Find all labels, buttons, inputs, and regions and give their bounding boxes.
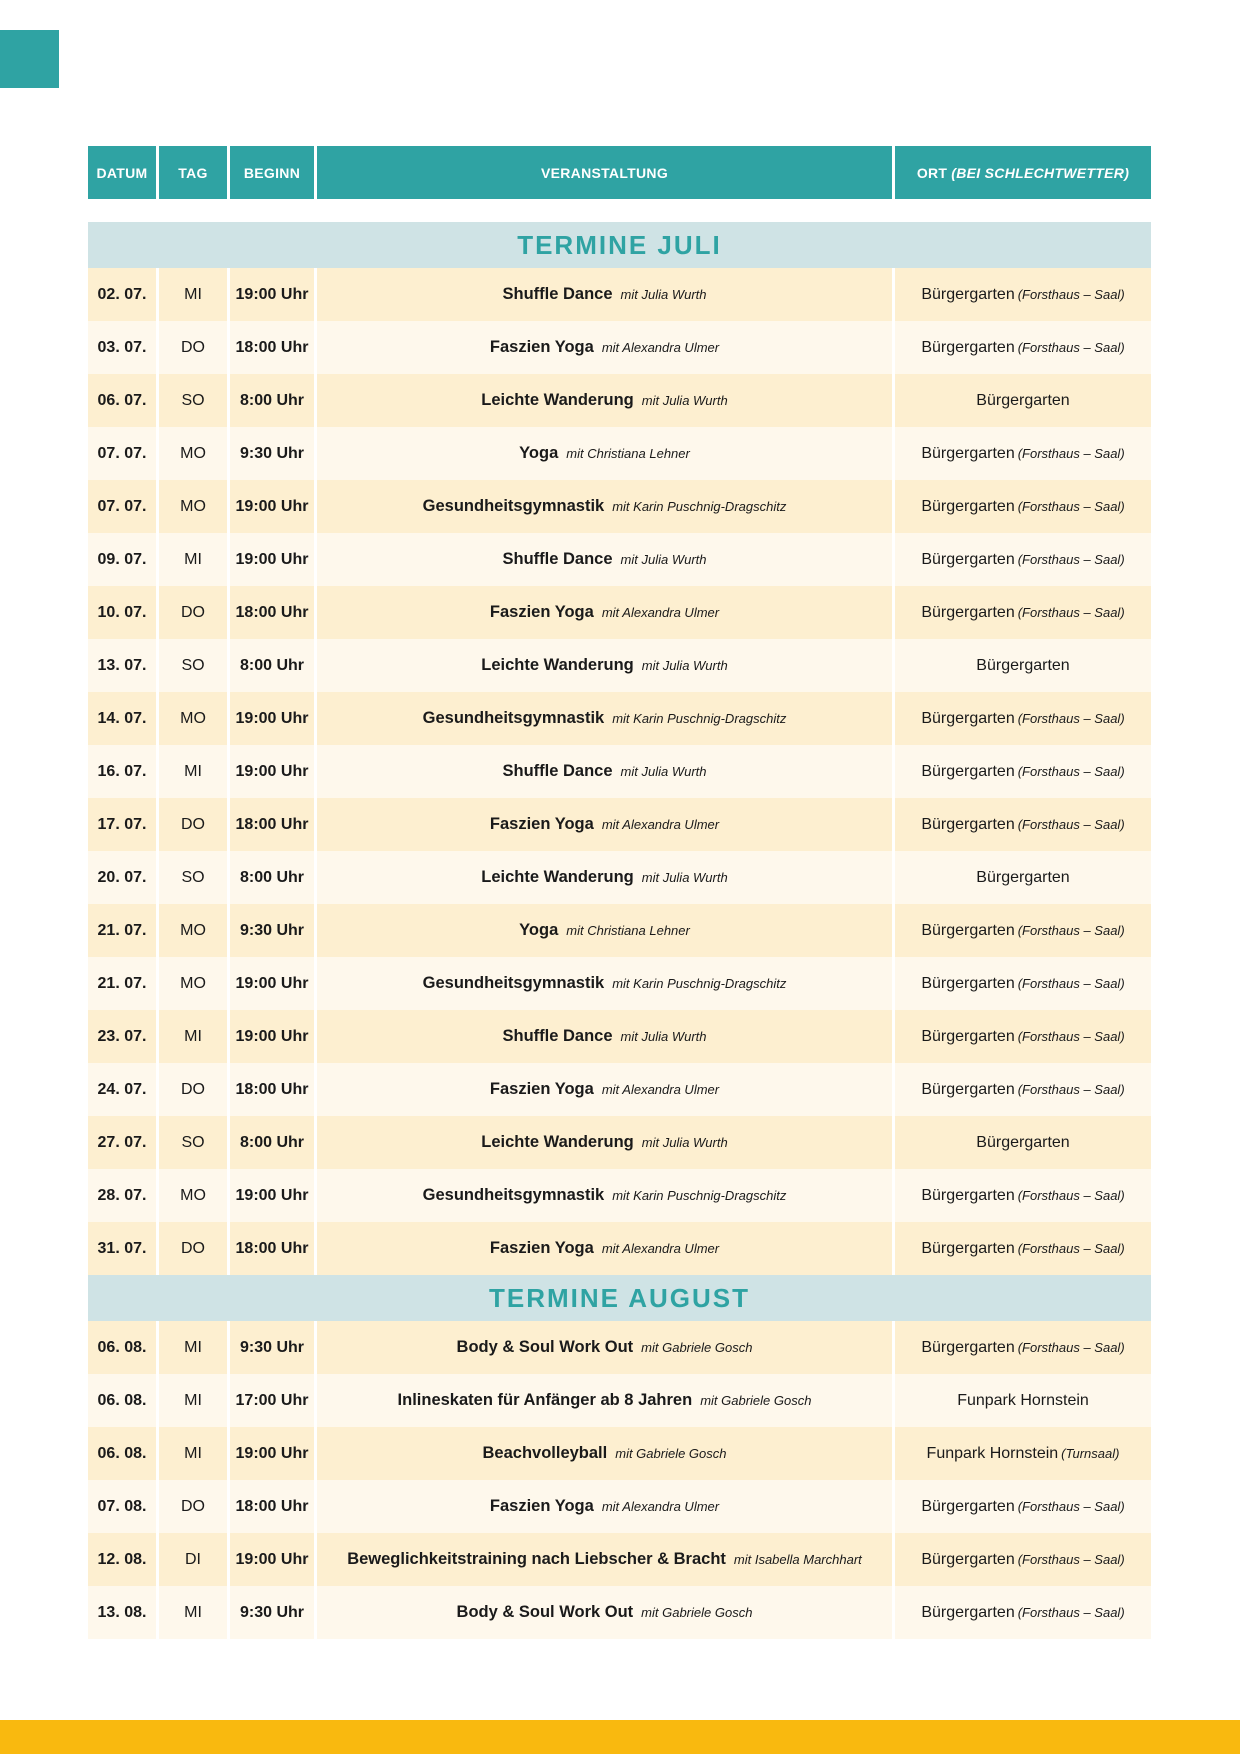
event-title: Gesundheitsgymnastik — [422, 974, 605, 992]
cell-location — [895, 692, 1151, 745]
event-instructor: mit Christiana Lehner — [566, 446, 690, 461]
cell-location — [895, 533, 1151, 586]
event-title: Faszien Yoga — [489, 1239, 594, 1257]
event-instructor: mit Karin Puschnig-Dragschitz — [612, 711, 787, 726]
table-row — [88, 692, 1151, 745]
location-note: (Forsthaus – Saal) — [1017, 976, 1125, 991]
location-name: Bürgergarten — [921, 497, 1015, 515]
cell-day: DO — [159, 586, 230, 639]
cell-day: DO — [159, 321, 230, 374]
header-veranstaltung: VERANSTALTUNG — [317, 146, 895, 199]
cell-date: 06. 08. — [88, 1321, 159, 1374]
table-row — [88, 1063, 1151, 1116]
location-name: Bürgergarten — [976, 391, 1070, 409]
table-row — [88, 957, 1151, 1010]
header-tag: TAG — [159, 146, 230, 199]
cell-event — [317, 586, 895, 639]
cell-event — [317, 1586, 895, 1639]
event-instructor: mit Julia Wurth — [620, 287, 707, 302]
cell-time: 18:00 Uhr — [230, 586, 317, 639]
event-title: Leichte Wanderung — [481, 656, 634, 674]
cell-location — [895, 1427, 1151, 1480]
cell-event — [317, 533, 895, 586]
table-row — [88, 745, 1151, 798]
event-instructor: mit Julia Wurth — [641, 658, 728, 673]
cell-day: DO — [159, 1480, 230, 1533]
location-name: Bürgergarten — [921, 603, 1015, 621]
event-title: Gesundheitsgymnastik — [422, 1186, 605, 1204]
event-instructor: mit Gabriele Gosch — [615, 1446, 727, 1461]
cell-date: 28. 07. — [88, 1169, 159, 1222]
event-instructor: mit Gabriele Gosch — [641, 1605, 753, 1620]
table-row — [88, 798, 1151, 851]
table-row — [88, 1321, 1151, 1374]
table-row — [88, 851, 1151, 904]
cell-time: 19:00 Uhr — [230, 1533, 317, 1586]
cell-day: SO — [159, 374, 230, 427]
cell-location — [895, 1116, 1151, 1169]
cell-location — [895, 1169, 1151, 1222]
cell-time: 19:00 Uhr — [230, 957, 317, 1010]
cell-time: 19:00 Uhr — [230, 268, 317, 321]
event-title: Shuffle Dance — [502, 762, 613, 780]
cell-time: 19:00 Uhr — [230, 745, 317, 798]
location-note: (Forsthaus – Saal) — [1017, 340, 1125, 355]
cell-event — [317, 692, 895, 745]
cell-location — [895, 1480, 1151, 1533]
table-row — [88, 1533, 1151, 1586]
location-note: (Forsthaus – Saal) — [1017, 711, 1125, 726]
bottom-bar — [0, 1720, 1240, 1754]
cell-time: 19:00 Uhr — [230, 533, 317, 586]
cell-day: MO — [159, 957, 230, 1010]
cell-location — [895, 1222, 1151, 1275]
event-title: Shuffle Dance — [502, 285, 613, 303]
cell-date: 07. 07. — [88, 427, 159, 480]
table-row — [88, 1586, 1151, 1639]
cell-time: 9:30 Uhr — [230, 427, 317, 480]
cell-day: MI — [159, 533, 230, 586]
event-instructor: mit Alexandra Ulmer — [601, 1499, 720, 1514]
cell-date: 24. 07. — [88, 1063, 159, 1116]
event-title: Body & Soul Work Out — [456, 1603, 634, 1621]
table-row — [88, 1222, 1151, 1275]
cell-event — [317, 639, 895, 692]
location-name: Bürgergarten — [921, 1080, 1015, 1098]
cell-date: 20. 07. — [88, 851, 159, 904]
cell-date: 23. 07. — [88, 1010, 159, 1063]
table-row — [88, 533, 1151, 586]
event-title: Shuffle Dance — [502, 1027, 613, 1045]
cell-event — [317, 480, 895, 533]
header-ort-note: (BEI SCHLECHTWETTER) — [951, 164, 1130, 181]
location-note: (Forsthaus – Saal) — [1017, 552, 1125, 567]
cell-date: 13. 08. — [88, 1586, 159, 1639]
table-row — [88, 1427, 1151, 1480]
location-name: Funpark Hornstein — [926, 1444, 1059, 1462]
cell-day: DO — [159, 798, 230, 851]
cell-day: SO — [159, 639, 230, 692]
cell-time: 18:00 Uhr — [230, 1222, 317, 1275]
event-instructor: mit Karin Puschnig-Dragschitz — [612, 499, 787, 514]
table-row — [88, 586, 1151, 639]
table-row — [88, 268, 1151, 321]
event-instructor: mit Julia Wurth — [620, 552, 707, 567]
table-row — [88, 427, 1151, 480]
cell-date: 21. 07. — [88, 904, 159, 957]
table-row — [88, 1010, 1151, 1063]
event-instructor: mit Alexandra Ulmer — [601, 817, 720, 832]
sections — [88, 222, 1151, 1639]
section-title: TERMINE AUGUST — [88, 1275, 1151, 1321]
cell-date: 02. 07. — [88, 268, 159, 321]
corner-tab — [0, 30, 59, 88]
event-title: Faszien Yoga — [489, 1497, 594, 1515]
cell-location — [895, 639, 1151, 692]
event-title: Shuffle Dance — [502, 550, 613, 568]
cell-location — [895, 851, 1151, 904]
cell-event — [317, 1427, 895, 1480]
cell-date: 16. 07. — [88, 745, 159, 798]
cell-event — [317, 427, 895, 480]
location-note: (Forsthaus – Saal) — [1017, 499, 1125, 514]
cell-location — [895, 374, 1151, 427]
location-name: Bürgergarten — [921, 285, 1015, 303]
location-name: Bürgergarten — [921, 921, 1015, 939]
cell-date: 07. 08. — [88, 1480, 159, 1533]
cell-day: DI — [159, 1533, 230, 1586]
cell-location — [895, 1063, 1151, 1116]
location-name: Bürgergarten — [921, 550, 1015, 568]
cell-date: 17. 07. — [88, 798, 159, 851]
cell-date: 14. 07. — [88, 692, 159, 745]
cell-day: MI — [159, 745, 230, 798]
cell-date: 12. 08. — [88, 1533, 159, 1586]
cell-event — [317, 957, 895, 1010]
cell-day: MI — [159, 1321, 230, 1374]
event-title: Yoga — [519, 444, 559, 462]
location-name: Bürgergarten — [921, 1027, 1015, 1045]
location-name: Bürgergarten — [921, 1497, 1015, 1515]
location-name: Bürgergarten — [921, 974, 1015, 992]
cell-location — [895, 586, 1151, 639]
event-instructor: mit Julia Wurth — [641, 1135, 728, 1150]
cell-time: 8:00 Uhr — [230, 374, 317, 427]
table-row — [88, 480, 1151, 533]
cell-time: 19:00 Uhr — [230, 692, 317, 745]
cell-day: MO — [159, 904, 230, 957]
cell-date: 10. 07. — [88, 586, 159, 639]
location-name: Bürgergarten — [921, 815, 1015, 833]
event-instructor: mit Alexandra Ulmer — [601, 1241, 720, 1256]
location-name: Bürgergarten — [921, 1338, 1015, 1356]
cell-day: MO — [159, 692, 230, 745]
cell-location — [895, 1321, 1151, 1374]
cell-day: MO — [159, 480, 230, 533]
location-note: (Forsthaus – Saal) — [1017, 923, 1125, 938]
location-note: (Forsthaus – Saal) — [1017, 1029, 1125, 1044]
cell-event — [317, 1321, 895, 1374]
event-title: Leichte Wanderung — [481, 391, 634, 409]
table-header — [88, 146, 1151, 199]
location-note: (Forsthaus – Saal) — [1017, 1082, 1125, 1097]
cell-date: 13. 07. — [88, 639, 159, 692]
cell-event — [317, 745, 895, 798]
cell-event — [317, 374, 895, 427]
location-note: (Turnsaal) — [1061, 1446, 1120, 1461]
location-name: Bürgergarten — [976, 1133, 1070, 1151]
cell-event — [317, 1116, 895, 1169]
table-row — [88, 1116, 1151, 1169]
event-instructor: mit Alexandra Ulmer — [601, 340, 720, 355]
table-row — [88, 321, 1151, 374]
cell-day: MI — [159, 1374, 230, 1427]
event-title: Faszien Yoga — [489, 603, 594, 621]
cell-day: MI — [159, 268, 230, 321]
cell-event — [317, 1480, 895, 1533]
event-instructor: mit Julia Wurth — [641, 393, 728, 408]
event-instructor: mit Julia Wurth — [641, 870, 728, 885]
cell-day: DO — [159, 1063, 230, 1116]
event-instructor: mit Isabella Marchhart — [733, 1552, 862, 1567]
cell-time: 17:00 Uhr — [230, 1374, 317, 1427]
event-instructor: mit Gabriele Gosch — [700, 1393, 812, 1408]
location-name: Bürgergarten — [921, 338, 1015, 356]
table-row — [88, 1374, 1151, 1427]
cell-location — [895, 1010, 1151, 1063]
header-ort-label: ORT — [916, 164, 948, 181]
event-instructor: mit Christiana Lehner — [566, 923, 690, 938]
event-instructor: mit Alexandra Ulmer — [601, 1082, 720, 1097]
cell-location — [895, 427, 1151, 480]
location-name: Bürgergarten — [921, 1603, 1015, 1621]
cell-location — [895, 1374, 1151, 1427]
event-title: Faszien Yoga — [489, 1080, 594, 1098]
cell-event — [317, 1222, 895, 1275]
cell-event — [317, 1533, 895, 1586]
location-name: Bürgergarten — [921, 444, 1015, 462]
header-ort — [895, 146, 1151, 199]
cell-location — [895, 745, 1151, 798]
event-title: Yoga — [519, 921, 559, 939]
cell-day: DO — [159, 1222, 230, 1275]
cell-day: SO — [159, 1116, 230, 1169]
cell-location — [895, 480, 1151, 533]
cell-date: 07. 07. — [88, 480, 159, 533]
cell-day: MO — [159, 1169, 230, 1222]
cell-event — [317, 904, 895, 957]
table-row — [88, 904, 1151, 957]
location-name: Bürgergarten — [921, 1239, 1015, 1257]
event-instructor: mit Julia Wurth — [620, 1029, 707, 1044]
schedule-table — [88, 146, 1151, 1639]
table-row — [88, 639, 1151, 692]
location-note: (Forsthaus – Saal) — [1017, 1188, 1125, 1203]
cell-location — [895, 321, 1151, 374]
location-note: (Forsthaus – Saal) — [1017, 1241, 1125, 1256]
event-title: Faszien Yoga — [489, 815, 594, 833]
cell-event — [317, 268, 895, 321]
event-instructor: mit Karin Puschnig-Dragschitz — [612, 976, 787, 991]
cell-day: MO — [159, 427, 230, 480]
location-note: (Forsthaus – Saal) — [1017, 605, 1125, 620]
location-name: Bürgergarten — [921, 1550, 1015, 1568]
cell-event — [317, 851, 895, 904]
event-title: Gesundheitsgymnastik — [422, 497, 605, 515]
table-row — [88, 1480, 1151, 1533]
cell-time: 18:00 Uhr — [230, 1063, 317, 1116]
cell-date: 06. 08. — [88, 1374, 159, 1427]
cell-time: 9:30 Uhr — [230, 1321, 317, 1374]
cell-time: 9:30 Uhr — [230, 904, 317, 957]
cell-location — [895, 957, 1151, 1010]
cell-day: MI — [159, 1586, 230, 1639]
location-name: Bürgergarten — [921, 762, 1015, 780]
cell-date: 09. 07. — [88, 533, 159, 586]
location-note: (Forsthaus – Saal) — [1017, 1340, 1125, 1355]
location-note: (Forsthaus – Saal) — [1017, 287, 1125, 302]
cell-time: 9:30 Uhr — [230, 1586, 317, 1639]
cell-time: 8:00 Uhr — [230, 639, 317, 692]
cell-time: 8:00 Uhr — [230, 1116, 317, 1169]
event-title: Gesundheitsgymnastik — [422, 709, 605, 727]
cell-date: 03. 07. — [88, 321, 159, 374]
event-instructor: mit Karin Puschnig-Dragschitz — [612, 1188, 787, 1203]
event-title: Beachvolleyball — [482, 1444, 608, 1462]
event-instructor: mit Gabriele Gosch — [641, 1340, 753, 1355]
location-note: (Forsthaus – Saal) — [1017, 446, 1125, 461]
location-note: (Forsthaus – Saal) — [1017, 817, 1125, 832]
cell-event — [317, 1063, 895, 1116]
location-name: Bürgergarten — [976, 868, 1070, 886]
location-name: Bürgergarten — [921, 1186, 1015, 1204]
event-title: Inlineskaten für Anfänger ab 8 Jahren — [397, 1391, 693, 1409]
cell-event — [317, 1010, 895, 1063]
cell-time: 19:00 Uhr — [230, 480, 317, 533]
cell-day: MI — [159, 1427, 230, 1480]
table-row — [88, 1169, 1151, 1222]
cell-day: SO — [159, 851, 230, 904]
event-title: Leichte Wanderung — [481, 868, 634, 886]
header-beginn: BEGINN — [230, 146, 317, 199]
cell-location — [895, 268, 1151, 321]
event-title: Leichte Wanderung — [481, 1133, 634, 1151]
cell-date: 31. 07. — [88, 1222, 159, 1275]
location-note: (Forsthaus – Saal) — [1017, 1552, 1125, 1567]
cell-date: 21. 07. — [88, 957, 159, 1010]
cell-date: 27. 07. — [88, 1116, 159, 1169]
location-note: (Forsthaus – Saal) — [1017, 764, 1125, 779]
event-title: Faszien Yoga — [489, 338, 594, 356]
cell-time: 18:00 Uhr — [230, 321, 317, 374]
event-instructor: mit Julia Wurth — [620, 764, 707, 779]
event-instructor: mit Alexandra Ulmer — [601, 605, 720, 620]
cell-time: 19:00 Uhr — [230, 1169, 317, 1222]
location-note: (Forsthaus – Saal) — [1017, 1499, 1125, 1514]
cell-date: 06. 07. — [88, 374, 159, 427]
cell-event — [317, 1374, 895, 1427]
cell-location — [895, 1533, 1151, 1586]
cell-event — [317, 321, 895, 374]
location-name: Bürgergarten — [976, 656, 1070, 674]
cell-day: MI — [159, 1010, 230, 1063]
cell-location — [895, 798, 1151, 851]
cell-location — [895, 904, 1151, 957]
cell-location — [895, 1586, 1151, 1639]
cell-time: 19:00 Uhr — [230, 1010, 317, 1063]
header-datum: DATUM — [88, 146, 159, 199]
cell-date: 06. 08. — [88, 1427, 159, 1480]
table-row — [88, 374, 1151, 427]
event-title: Beweglichkeitstraining nach Liebscher & Bracht — [347, 1550, 726, 1568]
cell-time: 18:00 Uhr — [230, 1480, 317, 1533]
cell-time: 18:00 Uhr — [230, 798, 317, 851]
event-title: Body & Soul Work Out — [456, 1338, 634, 1356]
cell-event — [317, 1169, 895, 1222]
cell-time: 8:00 Uhr — [230, 851, 317, 904]
cell-time: 19:00 Uhr — [230, 1427, 317, 1480]
section-title: TERMINE JULI — [88, 222, 1151, 268]
location-note: (Forsthaus – Saal) — [1017, 1605, 1125, 1620]
location-name: Bürgergarten — [921, 709, 1015, 727]
location-name: Funpark Hornstein — [957, 1391, 1089, 1409]
cell-event — [317, 798, 895, 851]
